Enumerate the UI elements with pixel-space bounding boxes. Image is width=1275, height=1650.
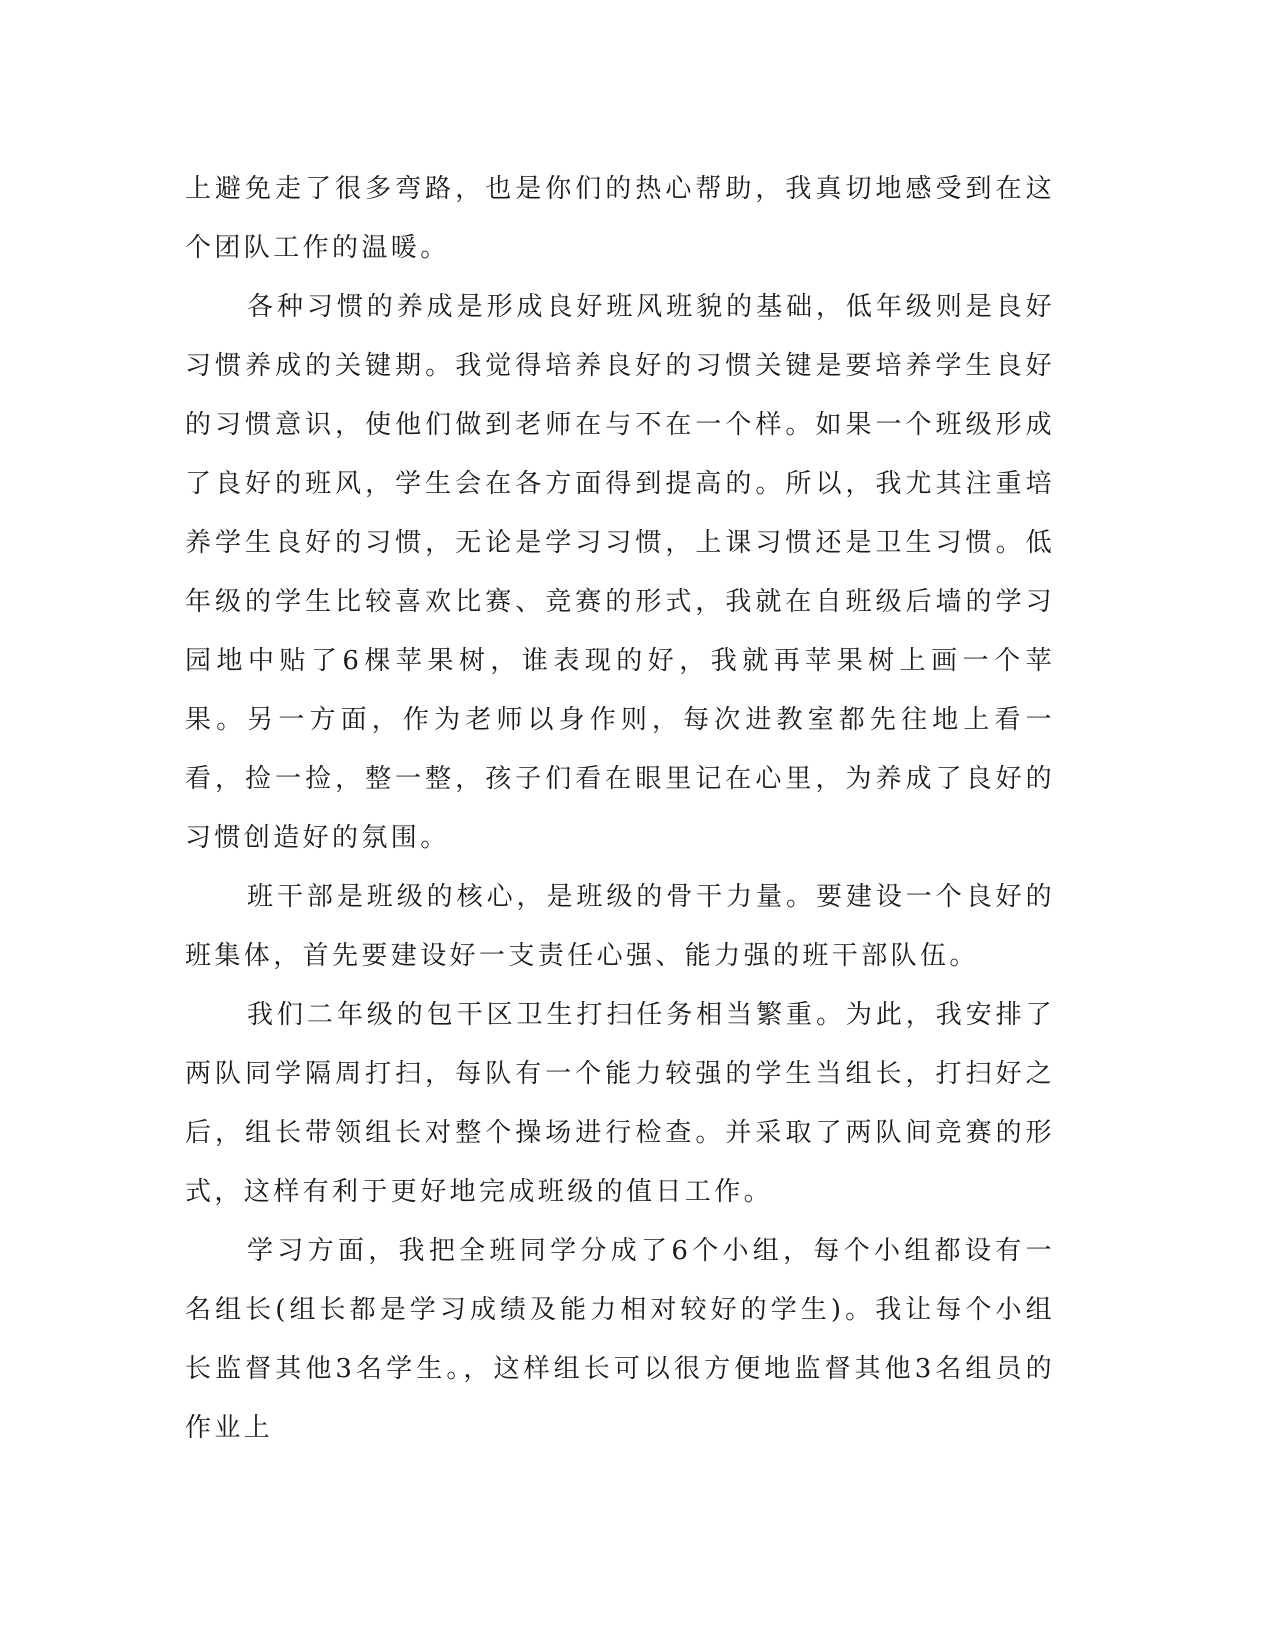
- paragraph-4: 我们二年级的包干区卫生打扫任务相当繁重。为此，我安排了两队同学隔周打扫，每队有一个能力较强的学生当组长，打扫好之后，组长带领组长对整个操场进行检查。并采取了两队间竞赛的形式，这样有利于更好地完成班级的值日工作。: [185, 1000, 1055, 1207]
- paragraph-3: 班干部是班级的核心，是班级的骨干力量。要建设一个良好的班集体，首先要建设好一支责任心强、能力强的班干部队伍。: [185, 882, 1055, 971]
- paragraph-1: 上避免走了很多弯路，也是你们的热心帮助，我真切地感受到在这个团队工作的温暖。: [185, 174, 1055, 263]
- paragraph-5: 学习方面，我把全班同学分成了6个小组，每个小组都设有一名组长(组长都是学习成绩及能力相对较好的学生)。我让每个小组长监督其他3名学生。，这样组长可以很方便地监督其他3名组员的作业上: [185, 1236, 1055, 1443]
- paragraph-2: 各种习惯的养成是形成良好班风班貌的基础，低年级则是良好习惯养成的关键期。我觉得培养良好的习惯关键是要培养学生良好的习惯意识，使他们做到老师在与不在一个样。如果一个班级形成了良好的班风，学生会在各方面得到提高的。所以，我尤其注重培养学生良好的习惯，无论是学习习惯，上课习惯还是卫生习惯。低年级的学生比较喜欢比赛、竞赛的形式，我就在自班级后墙的学习园地中贴了6棵苹果树，谁表现的好，我就再苹果树上画一个苹果。另一方面，作为老师以身作则，每次进教室都先往地上看一看，捡一捡，整一整，孩子们看在眼里记在心里，为养成了良好的习惯创造好的氛围。: [185, 292, 1055, 853]
- document-body: [185, 160, 1055, 1458]
